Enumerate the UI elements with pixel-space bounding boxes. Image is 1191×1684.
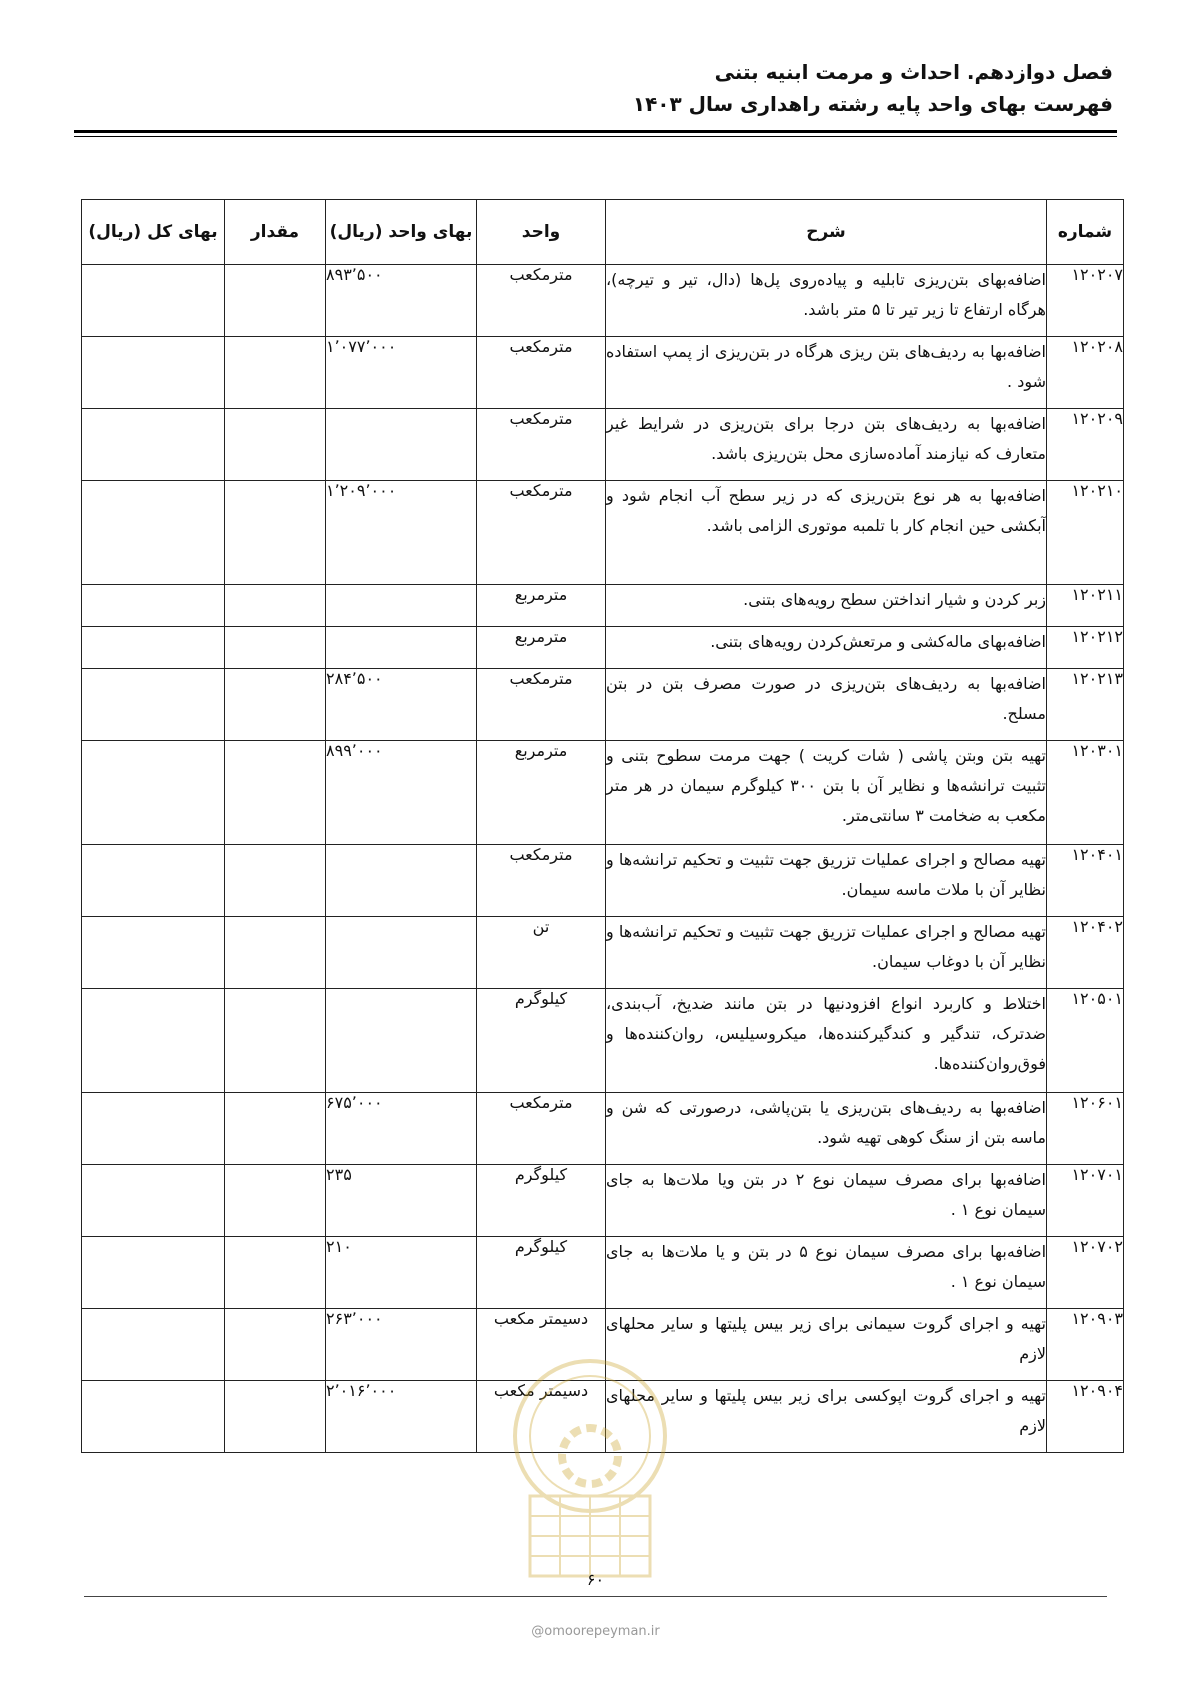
row-description: تهیه بتن وبتن پاشی ( شات کریت ) جهت مرمت سطوح بتنی و تثبیت ترانشه‌ها و نظایر آن با بتن ۳۰۰ کیلوگرم سیمان در هر متر مکعب به ضخامت ۳ سانتی‌متر. [606,741,1047,845]
row-unit-price: ۲۸۴٬۵۰۰ [326,669,477,741]
table-header-row [82,200,1124,265]
table-row [82,741,1124,845]
site-watermark: @omoorepeyman.ir [531,1624,660,1639]
table-row [82,1093,1124,1165]
table-row [82,627,1124,669]
row-description: اضافه‌بها به ردیف‌های بتن ریزی هرگاه در بتن‌ریزی از پمپ استفاده شود . [606,337,1047,409]
row-unit-price: ۸۹۹٬۰۰۰ [326,741,477,845]
row-unit: مترمکعب [477,337,606,409]
row-number: ۱۲۰۴۰۲ [1047,917,1124,989]
row-quantity [225,337,326,409]
row-number: ۱۲۰۳۰۱ [1047,741,1124,845]
table-row [82,1381,1124,1453]
table-row [82,1165,1124,1237]
table-row [82,669,1124,741]
price-table [81,199,1124,1453]
table-row [82,1309,1124,1381]
table-row [82,989,1124,1093]
row-total-price [82,845,225,917]
row-description: زبر کردن و شیار انداختن سطح رویه‌های بتنی. [606,585,1047,627]
row-unit-price: ۲۳۵ [326,1165,477,1237]
row-unit-price: ۱٬۲۰۹٬۰۰۰ [326,481,477,585]
row-number: ۱۲۰۲۰۸ [1047,337,1124,409]
header-rule-thin [74,136,1117,137]
row-total-price [82,1165,225,1237]
row-description: اضافه‌بهای ماله‌کشی و مرتعش‌کردن رویه‌های بتنی. [606,627,1047,669]
footer-rule [84,1596,1107,1597]
row-description: تهیه مصالح و اجرای عملیات تزریق جهت تثبیت و تحکیم ترانشه‌ها و نظایر آن با دوغاب سیمان. [606,917,1047,989]
row-number: ۱۲۰۲۱۲ [1047,627,1124,669]
row-unit: مترمربع [477,627,606,669]
row-unit: مترمکعب [477,845,606,917]
table-row [82,845,1124,917]
row-number: ۱۲۰۲۱۱ [1047,585,1124,627]
col-unit-header: واحد [477,200,606,265]
row-total-price [82,1237,225,1309]
row-unit: کیلوگرم [477,989,606,1093]
row-quantity [225,741,326,845]
row-description: اضافه‌بها به ردیف‌های بتن درجا برای بتن‌ریزی در شرایط غیر متعارف که نیازمند آماده‌سازی محل بتن‌ریزی باشد. [606,409,1047,481]
row-number: ۱۲۰۹۰۴ [1047,1381,1124,1453]
row-unit: مترمربع [477,741,606,845]
row-quantity [225,1093,326,1165]
row-total-price [82,409,225,481]
row-quantity [225,845,326,917]
row-description: تهیه و اجرای گروت سیمانی برای زیر بیس پلیتها و سایر محلهای لازم [606,1309,1047,1381]
page-number: ۶۰ [586,1570,605,1589]
row-quantity [225,1309,326,1381]
row-number: ۱۲۰۶۰۱ [1047,1093,1124,1165]
table-row [82,1237,1124,1309]
row-total-price [82,669,225,741]
row-quantity [225,1165,326,1237]
row-number: ۱۲۰۹۰۳ [1047,1309,1124,1381]
row-total-price [82,1093,225,1165]
row-unit: مترمکعب [477,1093,606,1165]
document-title: فهرست بهای واحد پایه رشته راهداری سال ۱۴۰۳ [632,92,1113,116]
row-total-price [82,989,225,1093]
col-description-header: شرح [606,200,1047,265]
row-quantity [225,1381,326,1453]
page-header [633,56,1113,120]
row-description: اضافه‌بها برای مصرف سیمان نوع ۲ در بتن ویا ملات‌ها به جای سیمان نوع ۱ . [606,1165,1047,1237]
row-unit-price [326,989,477,1093]
row-description: اضافه‌بها به ردیف‌های بتن‌ریزی در صورت مصرف بتن در بتن مسلح. [606,669,1047,741]
row-description: اضافه‌بها به ردیف‌های بتن‌ریزی یا بتن‌پاشی، درصورتی که شن و ماسه بتن از سنگ کوهی تهیه شود. [606,1093,1047,1165]
header-rule-thick [74,130,1117,133]
row-unit: کیلوگرم [477,1237,606,1309]
row-unit-price [326,917,477,989]
row-unit: مترمکعب [477,669,606,741]
table-row [82,265,1124,337]
row-description: اضافه‌بها برای مصرف سیمان نوع ۵ در بتن و یا ملات‌ها به جای سیمان نوع ۱ . [606,1237,1047,1309]
row-quantity [225,1237,326,1309]
row-unit-price [326,845,477,917]
row-unit-price: ۸۹۳٬۵۰۰ [326,265,477,337]
row-total-price [82,917,225,989]
row-unit: کیلوگرم [477,1165,606,1237]
row-unit-price: ۲۱۰ [326,1237,477,1309]
row-unit-price [326,409,477,481]
row-unit: مترمربع [477,585,606,627]
row-total-price [82,265,225,337]
row-number: ۱۲۰۷۰۲ [1047,1237,1124,1309]
row-unit-price: ۱٬۰۷۷٬۰۰۰ [326,337,477,409]
row-total-price [82,585,225,627]
row-total-price [82,1309,225,1381]
row-number: ۱۲۰۷۰۱ [1047,1165,1124,1237]
row-total-price [82,627,225,669]
table-row [82,585,1124,627]
row-quantity [225,265,326,337]
row-number: ۱۲۰۲۰۹ [1047,409,1124,481]
row-description: تهیه و اجرای گروت اپوکسی برای زیر بیس پلیتها و سایر محلهای لازم [606,1381,1047,1453]
row-quantity [225,627,326,669]
row-description: تهیه مصالح و اجرای عملیات تزریق جهت تثبیت و تحکیم ترانشه‌ها و نظایر آن با ملات ماسه سیمان. [606,845,1047,917]
row-description: اضافه‌بها به هر نوع بتن‌ریزی که در زیر سطح آب انجام شود و آبکشی حین انجام کار با تلمبه موتوری الزامی باشد. [606,481,1047,585]
table-row [82,337,1124,409]
row-unit: تن [477,917,606,989]
row-unit-price: ۶۷۵٬۰۰۰ [326,1093,477,1165]
row-description: اختلاط و کاربرد انواع افزودنیها در بتن مانند ضدیخ، آب‌بندی، ضدترک، تندگیر و کندگیرکننده‌ها، میکروسیلیس، روان‌کننده‌ها و فوق‌روان‌کننده‌ها. [606,989,1047,1093]
row-unit-price [326,627,477,669]
col-quantity-header: مقدار [225,200,326,265]
row-total-price [82,741,225,845]
row-unit-price [326,585,477,627]
col-unit-price-header: بهای واحد (ریال) [326,200,477,265]
col-total-price-header: بهای کل (ریال) [82,200,225,265]
col-number-header: شماره [1047,200,1124,265]
chapter-title: فصل دوازدهم. احداث و مرمت ابنیه بتنی [714,60,1113,84]
row-unit: دسیمتر مکعب [477,1381,606,1453]
row-number: ۱۲۰۲۱۰ [1047,481,1124,585]
row-quantity [225,669,326,741]
row-total-price [82,481,225,585]
row-number: ۱۲۰۴۰۱ [1047,845,1124,917]
row-unit: مترمکعب [477,481,606,585]
row-quantity [225,585,326,627]
row-quantity [225,409,326,481]
row-unit: مترمکعب [477,265,606,337]
table-row [82,409,1124,481]
row-number: ۱۲۰۲۰۷ [1047,265,1124,337]
table-row [82,481,1124,585]
row-unit: مترمکعب [477,409,606,481]
row-quantity [225,481,326,585]
row-description: اضافه‌بهای بتن‌ریزی تابلیه و پیاده‌روی پل‌ها (دال، تیر و تیرچه)، هرگاه ارتفاع تا زیر تیر تا ۵ متر باشد. [606,265,1047,337]
row-unit: دسیمتر مکعب [477,1309,606,1381]
row-quantity [225,917,326,989]
row-unit-price: ۲۶۳٬۰۰۰ [326,1309,477,1381]
row-number: ۱۲۰۵۰۱ [1047,989,1124,1093]
row-total-price [82,1381,225,1453]
table-row [82,917,1124,989]
row-number: ۱۲۰۲۱۳ [1047,669,1124,741]
row-total-price [82,337,225,409]
row-unit-price: ۲٬۰۱۶٬۰۰۰ [326,1381,477,1453]
row-quantity [225,989,326,1093]
